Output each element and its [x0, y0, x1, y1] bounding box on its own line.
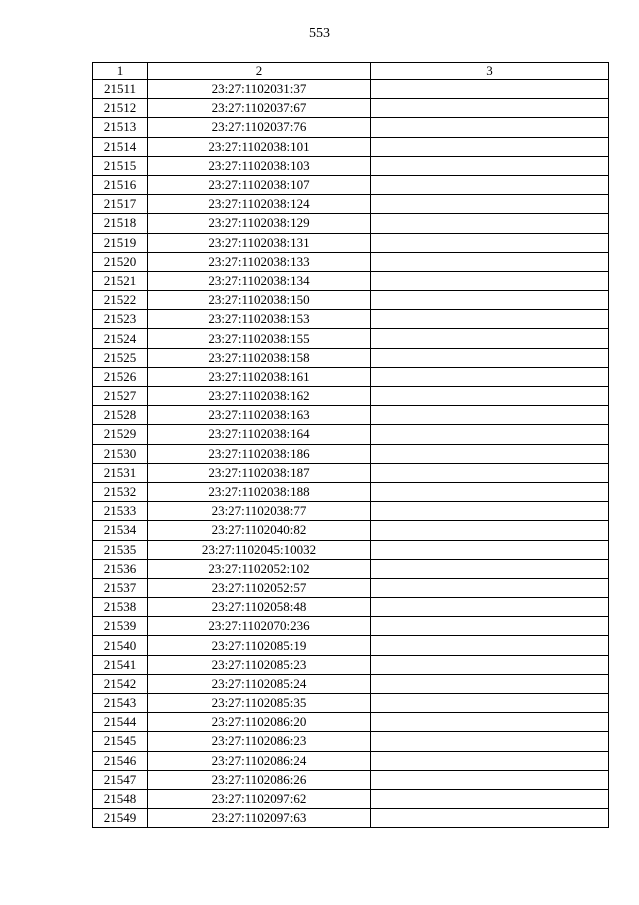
- header-row: [93, 63, 609, 80]
- note-cell: [371, 156, 609, 175]
- table-row: [93, 770, 609, 789]
- note-cell: [371, 502, 609, 521]
- row-number-cell: 21549: [93, 809, 148, 828]
- cadastral-number-cell: 23:27:1102038:107: [148, 175, 371, 194]
- row-number-cell: 21538: [93, 598, 148, 617]
- cadastral-number-cell: 23:27:1102038:77: [148, 502, 371, 521]
- note-cell: [371, 291, 609, 310]
- table-row: [93, 310, 609, 329]
- cadastral-number-cell: 23:27:1102038:164: [148, 425, 371, 444]
- note-cell: [371, 713, 609, 732]
- cadastral-number-cell: 23:27:1102038:158: [148, 348, 371, 367]
- cadastral-number-cell: 23:27:1102037:76: [148, 118, 371, 137]
- row-number-cell: 21531: [93, 463, 148, 482]
- cadastral-number-cell: 23:27:1102037:67: [148, 99, 371, 118]
- row-number-cell: 21546: [93, 751, 148, 770]
- note-cell: [371, 751, 609, 770]
- note-cell: [371, 271, 609, 290]
- table-row: [93, 291, 609, 310]
- table-row: [93, 80, 609, 99]
- row-number-cell: 21540: [93, 636, 148, 655]
- note-cell: [371, 329, 609, 348]
- row-number-cell: 21514: [93, 137, 148, 156]
- cadastral-number-cell: 23:27:1102045:10032: [148, 540, 371, 559]
- table-row: [93, 578, 609, 597]
- note-cell: [371, 617, 609, 636]
- note-cell: [371, 482, 609, 501]
- cadastral-number-cell: 23:27:1102038:129: [148, 214, 371, 233]
- cadastral-number-cell: 23:27:1102097:63: [148, 809, 371, 828]
- cadastral-number-cell: 23:27:1102038:186: [148, 444, 371, 463]
- note-cell: [371, 99, 609, 118]
- table-row: [93, 271, 609, 290]
- note-cell: [371, 214, 609, 233]
- row-number-cell: 21535: [93, 540, 148, 559]
- table-row: [93, 214, 609, 233]
- row-number-cell: 21512: [93, 99, 148, 118]
- table-row: [93, 444, 609, 463]
- table-row: [93, 617, 609, 636]
- note-cell: [371, 444, 609, 463]
- row-number-cell: 21528: [93, 406, 148, 425]
- cadastral-number-cell: 23:27:1102038:153: [148, 310, 371, 329]
- cadastral-number-cell: 23:27:1102058:48: [148, 598, 371, 617]
- row-number-cell: 21533: [93, 502, 148, 521]
- page-number: 553: [309, 26, 330, 41]
- row-number-cell: 21545: [93, 732, 148, 751]
- row-number-cell: 21520: [93, 252, 148, 271]
- note-cell: [371, 674, 609, 693]
- table-row: [93, 406, 609, 425]
- table-row: [93, 482, 609, 501]
- row-number-cell: 21525: [93, 348, 148, 367]
- cadastral-number-cell: 23:27:1102040:82: [148, 521, 371, 540]
- table-row: [93, 252, 609, 271]
- row-number-cell: 21530: [93, 444, 148, 463]
- table-row: [93, 175, 609, 194]
- note-cell: [371, 578, 609, 597]
- table-row: [93, 425, 609, 444]
- row-number-cell: 21537: [93, 578, 148, 597]
- table-row: [93, 387, 609, 406]
- cadastral-number-cell: 23:27:1102038:101: [148, 137, 371, 156]
- table-row: [93, 367, 609, 386]
- note-cell: [371, 655, 609, 674]
- note-cell: [371, 175, 609, 194]
- note-cell: [371, 694, 609, 713]
- table-row: [93, 329, 609, 348]
- row-number-cell: 21541: [93, 655, 148, 674]
- column-header-3: 3: [371, 63, 609, 80]
- table-row: [93, 598, 609, 617]
- row-number-cell: 21511: [93, 80, 148, 99]
- note-cell: [371, 406, 609, 425]
- cadastral-number-cell: 23:27:1102038:163: [148, 406, 371, 425]
- note-cell: [371, 137, 609, 156]
- cadastral-number-cell: 23:27:1102038:103: [148, 156, 371, 175]
- row-number-cell: 21536: [93, 559, 148, 578]
- table-row: [93, 636, 609, 655]
- row-number-cell: 21527: [93, 387, 148, 406]
- table-row: [93, 118, 609, 137]
- cadastral-number-cell: 23:27:1102038:188: [148, 482, 371, 501]
- table-row: [93, 156, 609, 175]
- row-number-cell: 21518: [93, 214, 148, 233]
- cadastral-number-cell: 23:27:1102085:35: [148, 694, 371, 713]
- cadastral-number-cell: 23:27:1102085:23: [148, 655, 371, 674]
- table-row: [93, 655, 609, 674]
- cadastral-number-cell: 23:27:1102070:236: [148, 617, 371, 636]
- registry-table: [92, 62, 609, 828]
- cadastral-number-cell: 23:27:1102085:24: [148, 674, 371, 693]
- table-row: [93, 559, 609, 578]
- table-row: [93, 99, 609, 118]
- table-row: [93, 713, 609, 732]
- row-number-cell: 21523: [93, 310, 148, 329]
- note-cell: [371, 809, 609, 828]
- row-number-cell: 21516: [93, 175, 148, 194]
- table-header: [93, 63, 609, 80]
- note-cell: [371, 559, 609, 578]
- cadastral-number-cell: 23:27:1102038:187: [148, 463, 371, 482]
- cadastral-number-cell: 23:27:1102086:20: [148, 713, 371, 732]
- cadastral-number-cell: 23:27:1102038:124: [148, 195, 371, 214]
- note-cell: [371, 348, 609, 367]
- row-number-cell: 21539: [93, 617, 148, 636]
- table-row: [93, 521, 609, 540]
- cadastral-number-cell: 23:27:1102086:26: [148, 770, 371, 789]
- row-number-cell: 21532: [93, 482, 148, 501]
- table-row: [93, 502, 609, 521]
- table-row: [93, 694, 609, 713]
- note-cell: [371, 310, 609, 329]
- cadastral-number-cell: 23:27:1102038:155: [148, 329, 371, 348]
- column-header-1: 1: [93, 63, 148, 80]
- cadastral-number-cell: 23:27:1102097:62: [148, 789, 371, 808]
- table-row: [93, 233, 609, 252]
- note-cell: [371, 732, 609, 751]
- cadastral-number-cell: 23:27:1102038:134: [148, 271, 371, 290]
- row-number-cell: 21513: [93, 118, 148, 137]
- table-row: [93, 751, 609, 770]
- table-row: [93, 195, 609, 214]
- cadastral-number-cell: 23:27:1102031:37: [148, 80, 371, 99]
- note-cell: [371, 80, 609, 99]
- cadastral-number-cell: 23:27:1102038:161: [148, 367, 371, 386]
- note-cell: [371, 387, 609, 406]
- row-number-cell: 21534: [93, 521, 148, 540]
- row-number-cell: 21522: [93, 291, 148, 310]
- row-number-cell: 21524: [93, 329, 148, 348]
- note-cell: [371, 789, 609, 808]
- cadastral-number-cell: 23:27:1102038:133: [148, 252, 371, 271]
- row-number-cell: 21517: [93, 195, 148, 214]
- row-number-cell: 21515: [93, 156, 148, 175]
- row-number-cell: 21548: [93, 789, 148, 808]
- note-cell: [371, 425, 609, 444]
- cadastral-number-cell: 23:27:1102038:150: [148, 291, 371, 310]
- table-row: [93, 540, 609, 559]
- note-cell: [371, 636, 609, 655]
- cadastral-number-cell: 23:27:1102086:23: [148, 732, 371, 751]
- note-cell: [371, 770, 609, 789]
- table-row: [93, 732, 609, 751]
- row-number-cell: 21529: [93, 425, 148, 444]
- note-cell: [371, 367, 609, 386]
- table-row: [93, 137, 609, 156]
- row-number-cell: 21542: [93, 674, 148, 693]
- note-cell: [371, 252, 609, 271]
- note-cell: [371, 195, 609, 214]
- table-row: [93, 348, 609, 367]
- table-row: [93, 789, 609, 808]
- cadastral-number-cell: 23:27:1102052:57: [148, 578, 371, 597]
- table-body: [93, 80, 609, 828]
- row-number-cell: 21521: [93, 271, 148, 290]
- column-header-2: 2: [148, 63, 371, 80]
- note-cell: [371, 598, 609, 617]
- row-number-cell: 21519: [93, 233, 148, 252]
- row-number-cell: 21547: [93, 770, 148, 789]
- note-cell: [371, 521, 609, 540]
- row-number-cell: 21544: [93, 713, 148, 732]
- table-row: [93, 809, 609, 828]
- cadastral-number-cell: 23:27:1102085:19: [148, 636, 371, 655]
- note-cell: [371, 540, 609, 559]
- cadastral-number-cell: 23:27:1102086:24: [148, 751, 371, 770]
- cadastral-number-cell: 23:27:1102052:102: [148, 559, 371, 578]
- table-row: [93, 674, 609, 693]
- table-row: [93, 463, 609, 482]
- note-cell: [371, 233, 609, 252]
- note-cell: [371, 463, 609, 482]
- note-cell: [371, 118, 609, 137]
- cadastral-number-cell: 23:27:1102038:162: [148, 387, 371, 406]
- cadastral-number-cell: 23:27:1102038:131: [148, 233, 371, 252]
- row-number-cell: 21543: [93, 694, 148, 713]
- row-number-cell: 21526: [93, 367, 148, 386]
